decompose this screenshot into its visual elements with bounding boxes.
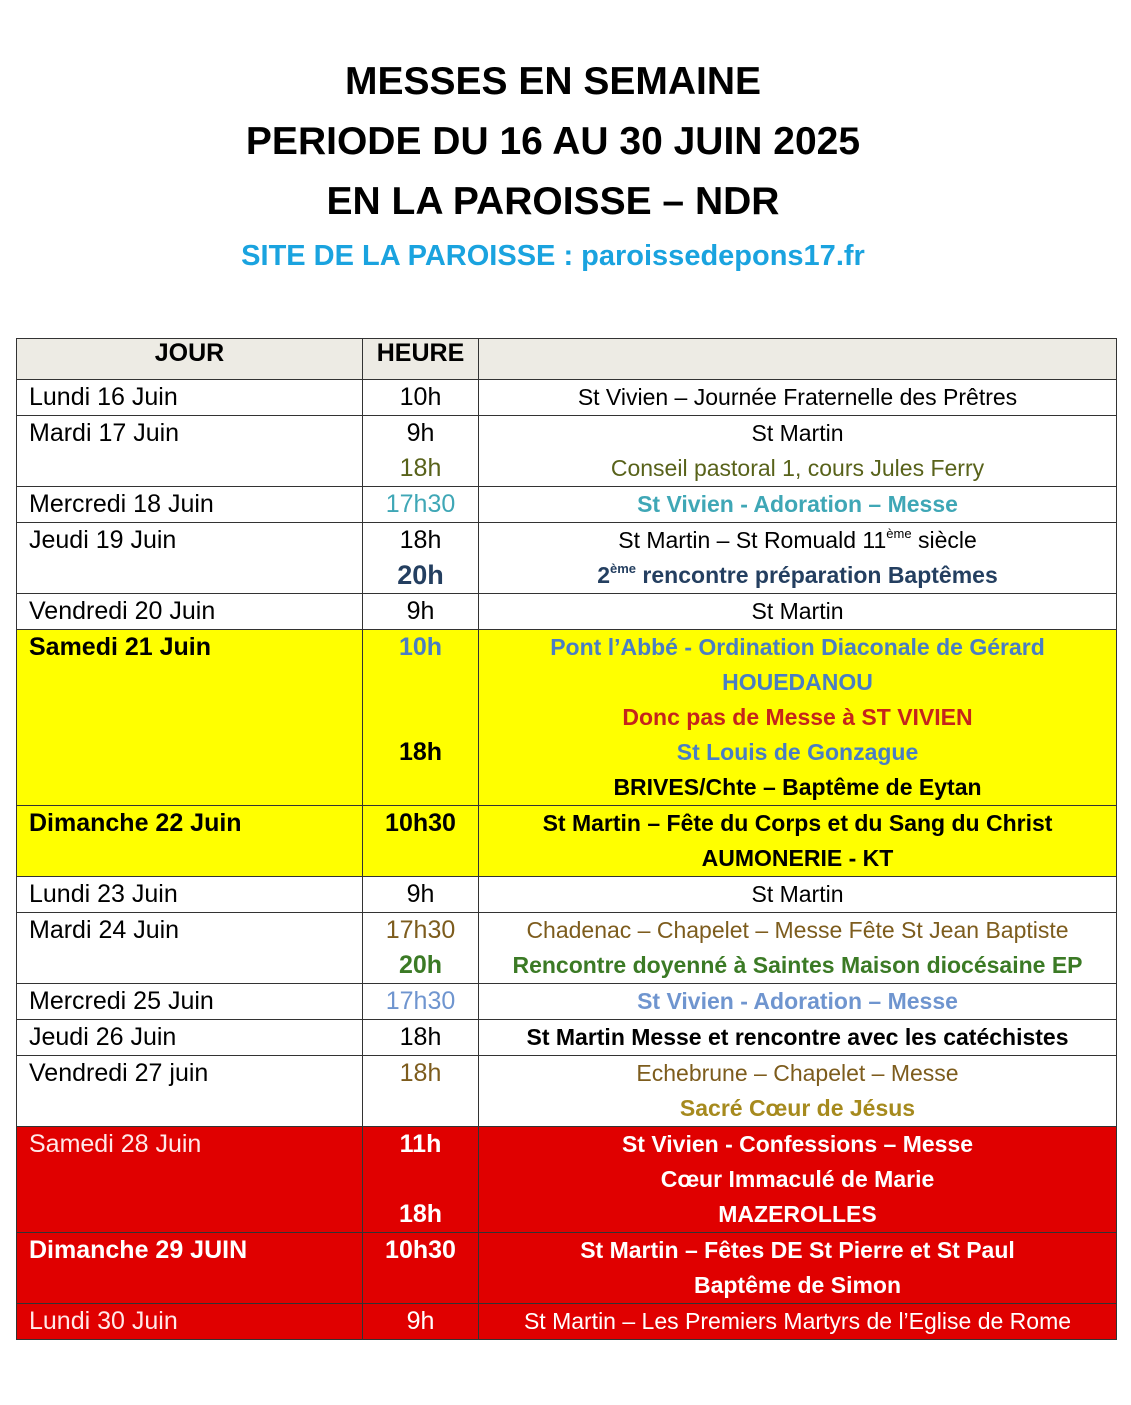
event-cell — [479, 877, 1117, 913]
event-text: St Vivien - Adoration – Messe — [637, 988, 958, 1014]
title-line-3: EN LA PAROISSE – NDR — [326, 180, 780, 223]
day-cell — [17, 1020, 363, 1056]
day-label: Dimanche 29 JUIN — [29, 1236, 248, 1264]
hour-cell — [363, 1304, 479, 1340]
hour-value: 10h — [398, 633, 443, 661]
hour-value: 17h30 — [385, 987, 456, 1015]
hour-value: 9h — [406, 880, 435, 908]
table-row — [17, 523, 1117, 594]
hour-value: 20h — [397, 560, 444, 590]
hour-value: 18h — [399, 526, 442, 554]
day-cell — [17, 380, 363, 416]
table-row — [17, 630, 1117, 806]
day-label: Vendredi 27 juin — [29, 1059, 209, 1087]
day-cell — [17, 416, 363, 487]
table-row — [17, 594, 1117, 630]
hour-spacer — [363, 1162, 478, 1197]
hour-cell — [363, 487, 479, 523]
day-label: Mardi 17 Juin — [29, 419, 180, 447]
title-line-1: MESSES EN SEMAINE — [344, 60, 762, 103]
hour-spacer — [363, 665, 478, 700]
table-row — [17, 1233, 1117, 1304]
table-row — [17, 416, 1117, 487]
day-cell — [17, 594, 363, 630]
hour-cell — [363, 380, 479, 416]
event-cell — [479, 416, 1117, 487]
table-row — [17, 1020, 1117, 1056]
day-label: Lundi 30 Juin — [29, 1307, 178, 1335]
day-cell — [17, 1304, 363, 1340]
hour-value: 17h30 — [385, 916, 456, 944]
day-label: Vendredi 20 Juin — [29, 597, 216, 625]
event-text: St Vivien – Journée Fraternelle des Prêtres — [577, 384, 1018, 410]
hour-value: 20h — [398, 951, 443, 979]
table-row — [17, 1127, 1117, 1233]
event-text: Cœur Immaculé de Marie — [660, 1166, 935, 1192]
day-cell — [17, 1056, 363, 1127]
event-text: Echebrune – Chapelet – Messe — [636, 1060, 959, 1086]
event-cell — [479, 1304, 1117, 1340]
event-cell — [479, 913, 1117, 984]
hour-cell — [363, 523, 479, 594]
day-label: Lundi 16 Juin — [29, 383, 178, 411]
hour-value: 9h — [406, 1307, 435, 1335]
day-cell — [17, 523, 363, 594]
day-cell — [17, 913, 363, 984]
day-cell — [17, 487, 363, 523]
table-row — [17, 1056, 1117, 1127]
hour-value: 9h — [406, 419, 435, 447]
event-text: St Martin – Les Premiers Martyrs de l’Eglise de Rome — [523, 1308, 1072, 1334]
table-row — [17, 913, 1117, 984]
event-cell — [479, 1020, 1117, 1056]
hour-cell — [363, 1020, 479, 1056]
event-text: St Martin — [751, 598, 844, 624]
parish-site-line: SITE DE LA PAROISSE : paroissedepons17.fr — [241, 240, 865, 272]
column-header-hour: HEURE — [363, 339, 479, 380]
day-label: Samedi 21 Juin — [29, 633, 212, 661]
event-text: St Vivien - Confessions – Messe — [621, 1131, 974, 1157]
event-cell — [479, 380, 1117, 416]
event-text: St Louis de Gonzague — [676, 739, 919, 765]
day-cell — [17, 984, 363, 1020]
event-text: MAZEROLLES — [718, 1201, 877, 1227]
day-label: Samedi 28 Juin — [29, 1130, 202, 1158]
event-text: 2ème rencontre préparation Baptêmes — [597, 561, 998, 588]
day-label: Dimanche 22 Juin — [29, 809, 242, 837]
ordinal-suffix: ème — [886, 526, 912, 541]
event-cell — [479, 487, 1117, 523]
event-cell — [479, 630, 1117, 806]
day-label: Lundi 23 Juin — [29, 880, 178, 908]
hour-value: 10h — [399, 383, 442, 411]
day-cell — [17, 806, 363, 877]
title-line-2: PERIODE DU 16 AU 30 JUIN 2025 — [245, 120, 861, 163]
mass-schedule-table — [16, 338, 1117, 1340]
day-label: Jeudi 26 Juin — [29, 1023, 177, 1051]
table-row — [17, 487, 1117, 523]
hour-value: 18h — [399, 1023, 442, 1051]
event-cell — [479, 806, 1117, 877]
event-cell — [479, 984, 1117, 1020]
event-text: Rencontre doyenné à Saintes Maison diocésaine EP — [512, 952, 1083, 978]
table-row — [17, 380, 1117, 416]
event-text: Conseil pastoral 1, cours Jules Ferry — [610, 455, 985, 481]
event-cell — [479, 1233, 1117, 1304]
ordinal-suffix: ème — [610, 561, 637, 576]
hour-value: 10h30 — [385, 809, 456, 837]
day-label: Mercredi 25 Juin — [29, 987, 214, 1015]
event-cell — [479, 1127, 1117, 1233]
hour-value: 17h30 — [385, 490, 456, 518]
hour-cell — [363, 594, 479, 630]
hour-cell — [363, 806, 479, 877]
event-text: Sacré Cœur de Jésus — [679, 1095, 916, 1121]
table-row — [17, 1304, 1117, 1340]
day-label: Mardi 24 Juin — [29, 916, 180, 944]
event-cell — [479, 594, 1117, 630]
day-cell — [17, 877, 363, 913]
day-cell — [17, 630, 363, 806]
table-row — [17, 806, 1117, 877]
event-text: St Martin – Fêtes DE St Pierre et St Paul — [580, 1237, 1015, 1263]
day-cell — [17, 1233, 363, 1304]
hour-cell — [363, 1056, 479, 1127]
column-header-event — [479, 339, 1117, 380]
day-label: Mercredi 18 Juin — [29, 490, 214, 518]
hour-value: 10h30 — [385, 1236, 456, 1264]
hour-cell — [363, 984, 479, 1020]
event-text: St Martin — [751, 420, 844, 446]
event-cell — [479, 1056, 1117, 1127]
hour-cell — [363, 1233, 479, 1304]
column-header-day: JOUR — [17, 339, 363, 380]
event-text: Chadenac – Chapelet – Messe Fête St Jean Baptiste — [526, 917, 1069, 943]
hour-cell — [363, 913, 479, 984]
event-text: AUMONERIE - KT — [701, 845, 894, 871]
hour-cell — [363, 877, 479, 913]
table-header-row — [17, 339, 1117, 380]
hour-cell — [363, 630, 479, 806]
event-cell — [479, 523, 1117, 594]
event-text: St Martin Messe et rencontre avec les catéchistes — [526, 1024, 1069, 1050]
event-text: St Martin – St Romuald 11ème siècle — [618, 526, 977, 553]
hour-value: 18h — [398, 1200, 443, 1228]
hour-value: 18h — [398, 738, 443, 766]
event-text: Baptême de Simon — [693, 1272, 902, 1298]
event-text: Pont l’Abbé - Ordination Diaconale de Gérard — [550, 634, 1045, 660]
event-text: BRIVES/Chte – Baptême de Eytan — [613, 774, 982, 800]
hour-value: 11h — [399, 1130, 442, 1158]
event-text: St Martin – Fête du Corps et du Sang du Christ — [542, 810, 1053, 836]
event-text: HOUEDANOU — [722, 669, 873, 695]
hour-cell — [363, 416, 479, 487]
hour-value: 9h — [406, 597, 435, 625]
hour-cell — [363, 1127, 479, 1233]
event-text: St Vivien - Adoration – Messe — [637, 491, 958, 517]
event-text: Donc pas de Messe à ST VIVIEN — [622, 704, 973, 730]
hour-value: 18h — [399, 1059, 442, 1087]
hour-spacer — [363, 700, 478, 735]
day-label: Jeudi 19 Juin — [29, 526, 177, 554]
table-row — [17, 984, 1117, 1020]
hour-value: 18h — [399, 454, 442, 482]
table-row — [17, 877, 1117, 913]
document-header — [0, 52, 1106, 278]
event-text: St Martin — [751, 881, 844, 907]
day-cell — [17, 1127, 363, 1233]
